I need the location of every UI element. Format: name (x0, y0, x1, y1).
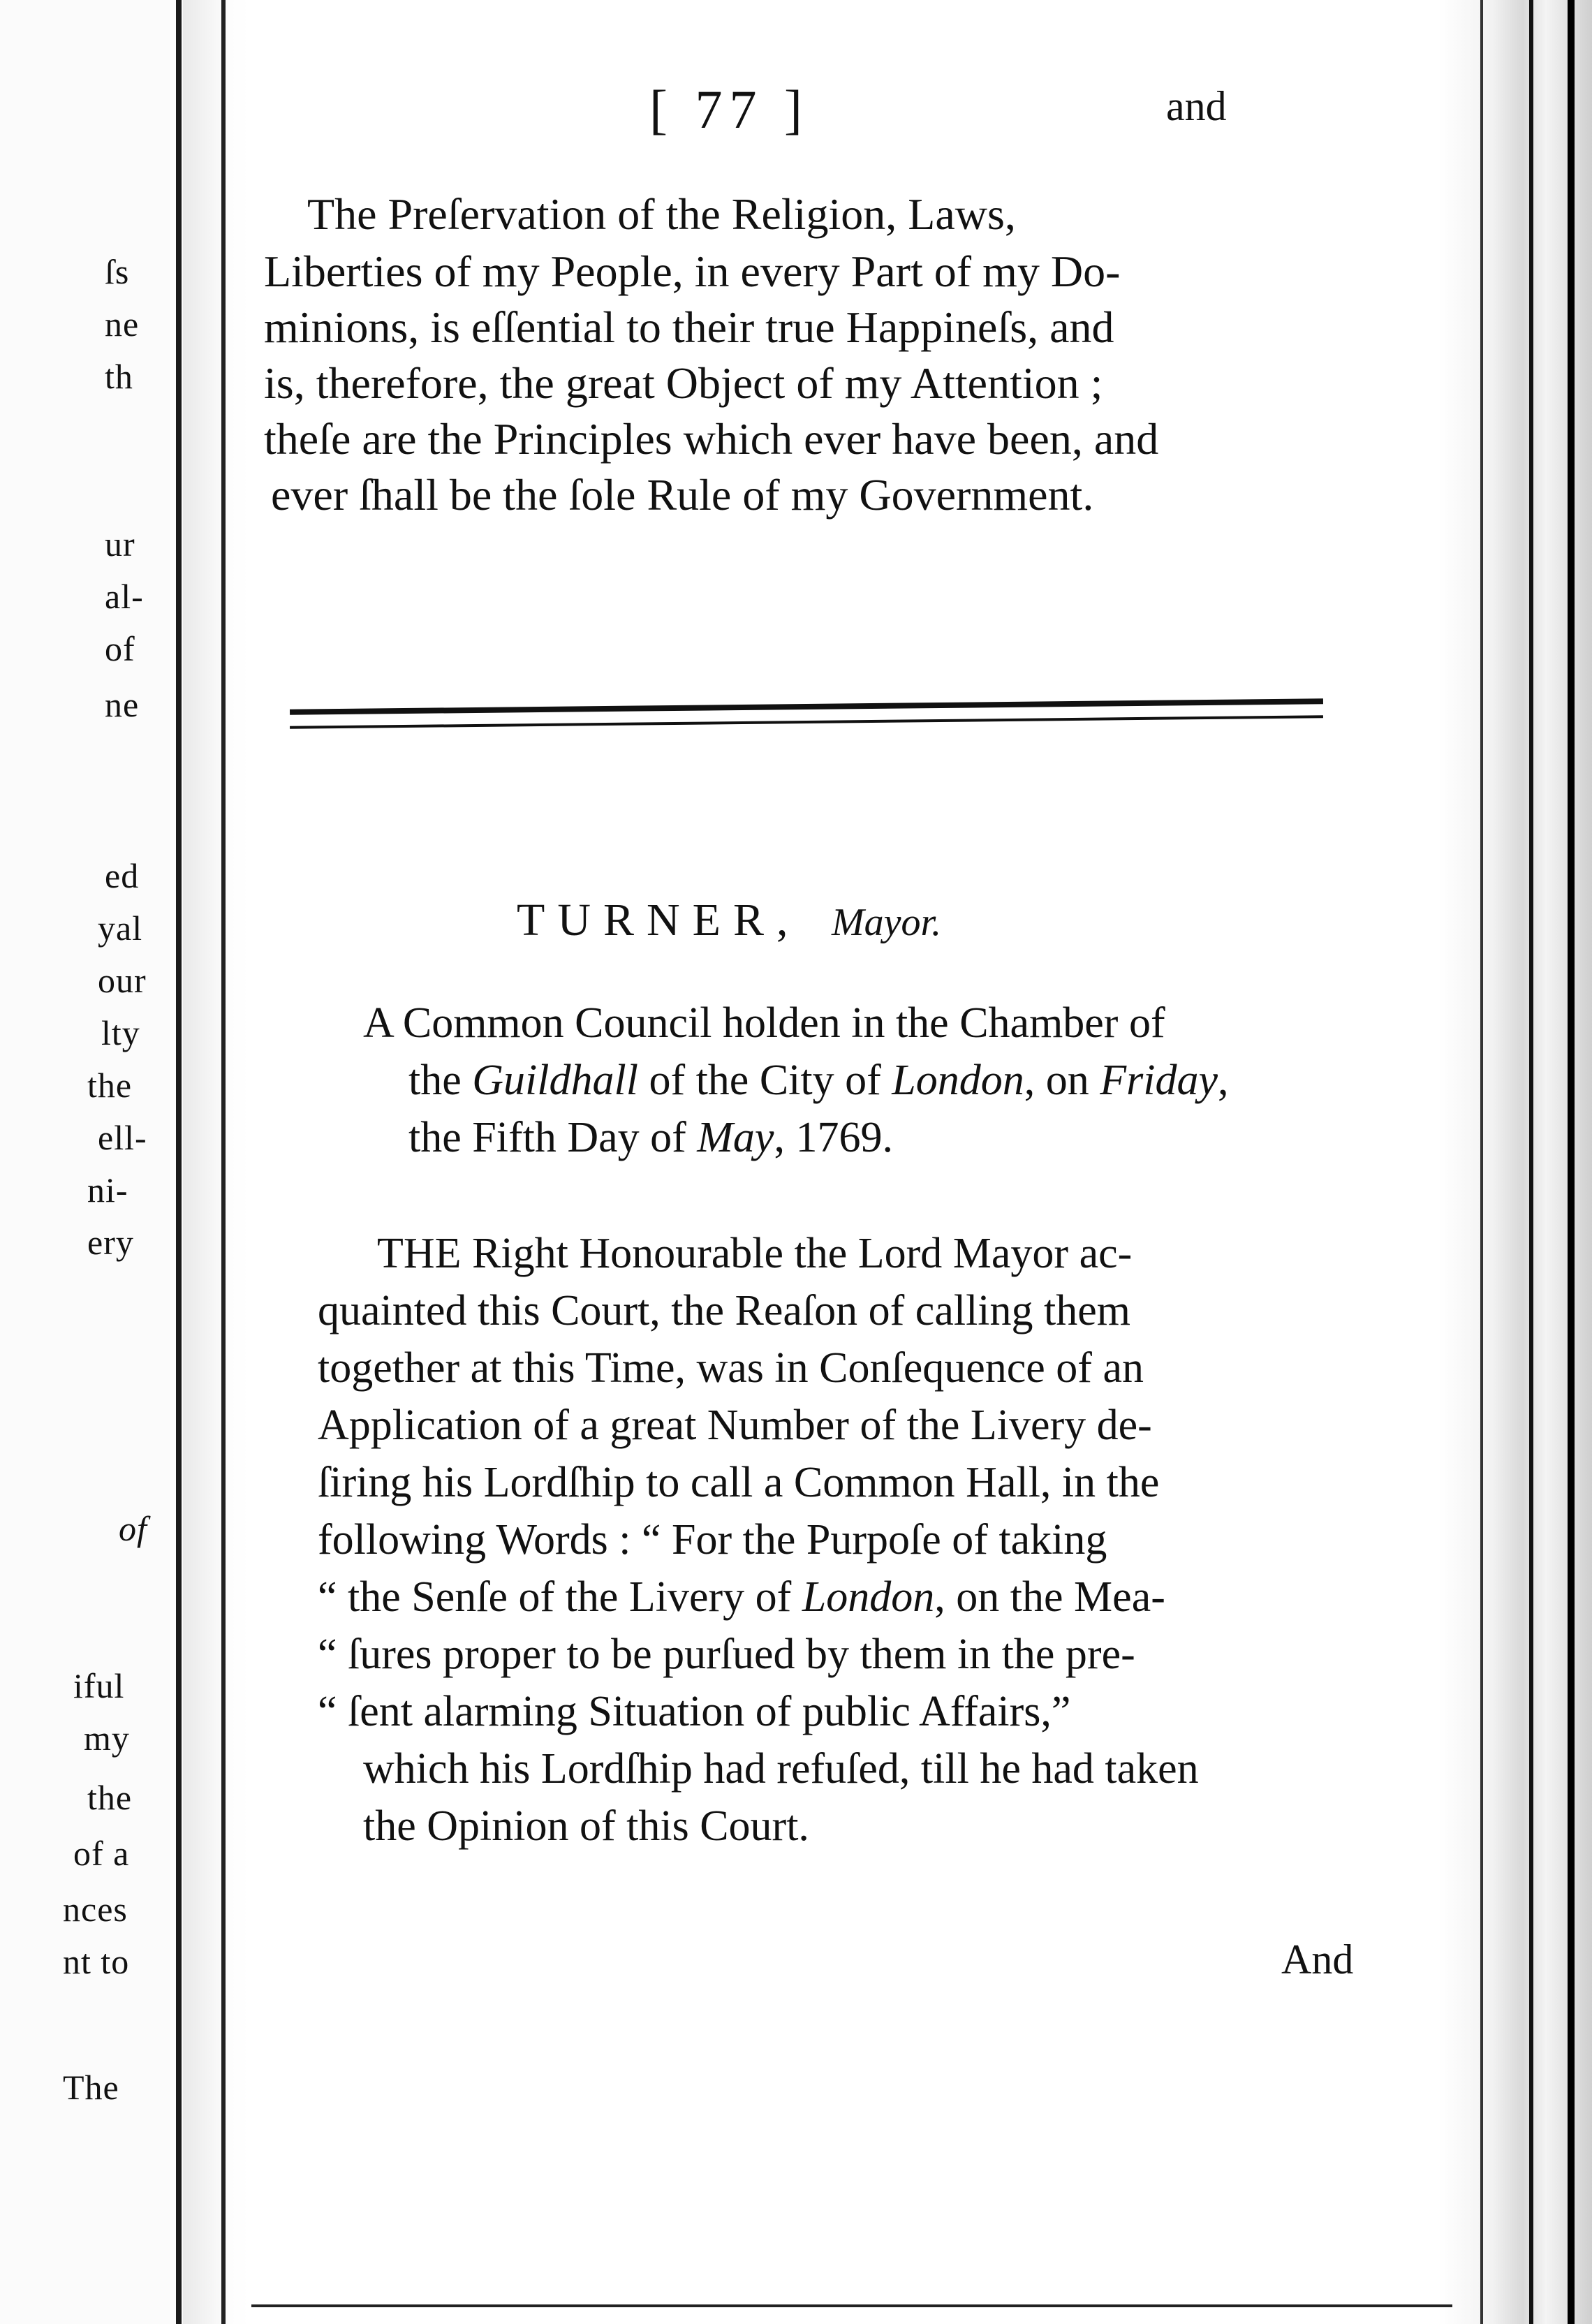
left-fragment: of a (73, 1834, 130, 1873)
mayor-heading (517, 894, 941, 947)
page-edge-line (1529, 0, 1533, 2324)
left-fragment: iful (73, 1666, 125, 1705)
book-gutter (183, 0, 249, 2324)
body-line: THE Right Honourable the Lord Mayor ac- (377, 1230, 1133, 1277)
body-line: “ ſent alarming Situation of public Affairs,” (318, 1688, 1071, 1735)
left-fragment: nt to (63, 1942, 130, 1981)
page-edge-line (1480, 0, 1483, 2324)
weekday: Friday (1100, 1057, 1218, 1104)
page-edge-line (1568, 0, 1575, 2324)
double-rule-thick (290, 698, 1323, 714)
body-line: “ ſures proper to be purſued by them in the pre- (318, 1631, 1135, 1678)
body-line: following Words : “ For the Purpoſe of taking (318, 1516, 1107, 1564)
gutter-fold-line (221, 0, 226, 2324)
left-fragment: the (87, 1778, 133, 1817)
address-line: theſe are the Principles which ever have been, and (264, 414, 1159, 464)
council-line: the Fifth Day of May, 1769. (408, 1114, 893, 1161)
body-line: ſiring his Lordſhip to call a Common Hall, in the (318, 1459, 1160, 1506)
body-line: quainted this Court, the Reaſon of calling them (318, 1287, 1130, 1334)
left-fragment: our (98, 961, 147, 1000)
bottom-catchword: And (1281, 1936, 1354, 1983)
left-fragment: ne (105, 304, 140, 344)
page-number-header: [ 77 ] (649, 79, 809, 140)
left-fragment: ed (105, 856, 140, 895)
council-line: A Common Council holden in the Chamber of (363, 999, 1165, 1047)
body-line: “ the Senſe of the Livery of London, on the Mea- (318, 1573, 1165, 1621)
printed-page (251, 0, 1438, 2324)
body-line: the Opinion of this Court. (363, 1802, 809, 1850)
left-fragment: yal (98, 909, 143, 948)
left-fragment: of (105, 629, 135, 668)
address-line: minions, is eſſential to their true Happineſs, and (264, 302, 1114, 352)
london-name: London (892, 1057, 1024, 1104)
book-right-edge (1438, 0, 1592, 2324)
left-fragment: ur (105, 524, 135, 564)
council-line: the Guildhall of the City of London, on Friday, (408, 1057, 1229, 1104)
address-line: Liberties of my People, in every Part of my Do- (264, 247, 1121, 296)
body-line: which his Lordſhip had refuſed, till he had taken (363, 1745, 1199, 1793)
left-fragment: of (119, 1509, 147, 1548)
left-fragment: ſs (105, 252, 130, 291)
left-fragment: the (87, 1066, 133, 1105)
address-line: ever ſhall be the ſole Rule of my Government. (271, 470, 1094, 520)
left-fragment: lty (101, 1013, 140, 1052)
left-page-strip (0, 0, 189, 2324)
body-line: together at this Time, was in Conſequence of an (318, 1344, 1144, 1392)
left-fragment: The (63, 2068, 119, 2107)
left-page-margin-rule (176, 0, 182, 2324)
london-name: London (802, 1573, 935, 1621)
left-fragment: ni- (87, 1170, 128, 1209)
left-fragment: ne (105, 685, 140, 724)
left-fragment: ell- (98, 1118, 147, 1157)
mayor-name: TURNER, (517, 895, 801, 946)
top-catchword: and (1166, 83, 1227, 129)
body-line: Application of a great Number of the Livery de- (318, 1402, 1152, 1449)
left-fragment: nces (63, 1890, 128, 1929)
address-line: is, therefore, the great Object of my Attention ; (264, 358, 1103, 408)
guildhall-name: Guildhall (472, 1057, 638, 1104)
double-rule-thin (290, 715, 1323, 728)
page-bottom-edge (251, 2304, 1452, 2307)
month: May (697, 1114, 774, 1161)
left-fragment: ery (87, 1223, 134, 1262)
left-fragment: th (105, 357, 133, 396)
address-line: The Preſervation of the Religion, Laws, (307, 189, 1016, 239)
mayor-title: Mayor. (832, 901, 942, 944)
left-fragment: al- (105, 577, 144, 616)
left-fragment: my (84, 1719, 130, 1758)
